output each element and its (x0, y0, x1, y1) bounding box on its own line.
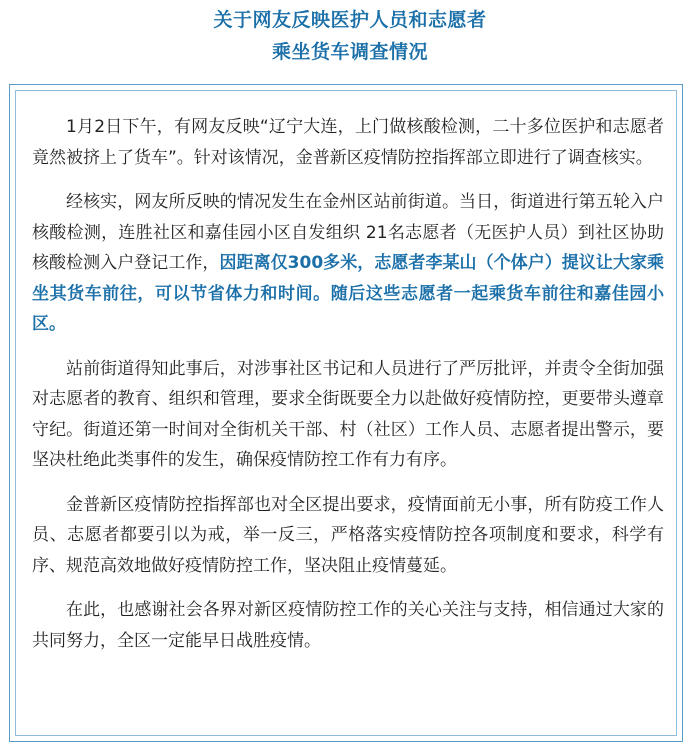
paragraph-verification-text: 经核实，网友所反映的情况发生在金州区站前街道。当日，街道进行第五轮入户核酸检测，连胜社区和嘉佳园小区自发组织 21名志愿者（无医护人员）到社区协助核酸检测入户登记工作， (32, 192, 664, 273)
paragraph-verification (32, 187, 664, 340)
paragraph-report: 1月2日下午，有网友反映“辽宁大连，上门做核酸检测，二十多位医护和志愿者竟然被挤上了货车”。针对该情况，金普新区疫情防控指挥部立即进行了调查核实。 (32, 117, 664, 168)
paragraph-thanks: 在此，也感谢社会各界对新区疫情防控工作的关心关注与支持，相信通过大家的共同努力，全区一定能早日战胜疫情。 (32, 600, 664, 651)
paragraph-verification-highlight: 因距离仅300多米，志愿者李某山（个体户）提议让大家乘坐其货车前往，可以节省体力和时间。随后这些志愿者一起乘货车前往和嘉佳园小区。 (32, 253, 664, 334)
paragraph-street-response: 站前街道得知此事后，对涉事社区书记和人员进行了严厉批评，并责令全街加强对志愿者的教育、组织和管理，要求全街既要全力以赴做好疫情防控，更要带头遵章守纪。街道还第一时间对全街机关干部、村（社区）工作人员、志愿者提出警示，要坚决杜绝此类事件的发生，确保疫情防控工作有力有序。 (32, 358, 664, 470)
document-title (0, 4, 700, 68)
paragraph-district-requirements: 金普新区疫情防控指挥部也对全区提出要求，疫情面前无小事，所有防疫工作人员、志愿者都要引以为戒，举一反三，严格落实疫情防控各项制度和要求，科学有序、规范高效地做好疫情防控工作，坚决阻止疫情蔓延。 (32, 494, 664, 576)
document-body (32, 112, 664, 670)
title-line-2: 乘坐货车调查情况 (271, 41, 428, 63)
title-line-1: 关于网友反映医护人员和志愿者 (213, 9, 487, 31)
